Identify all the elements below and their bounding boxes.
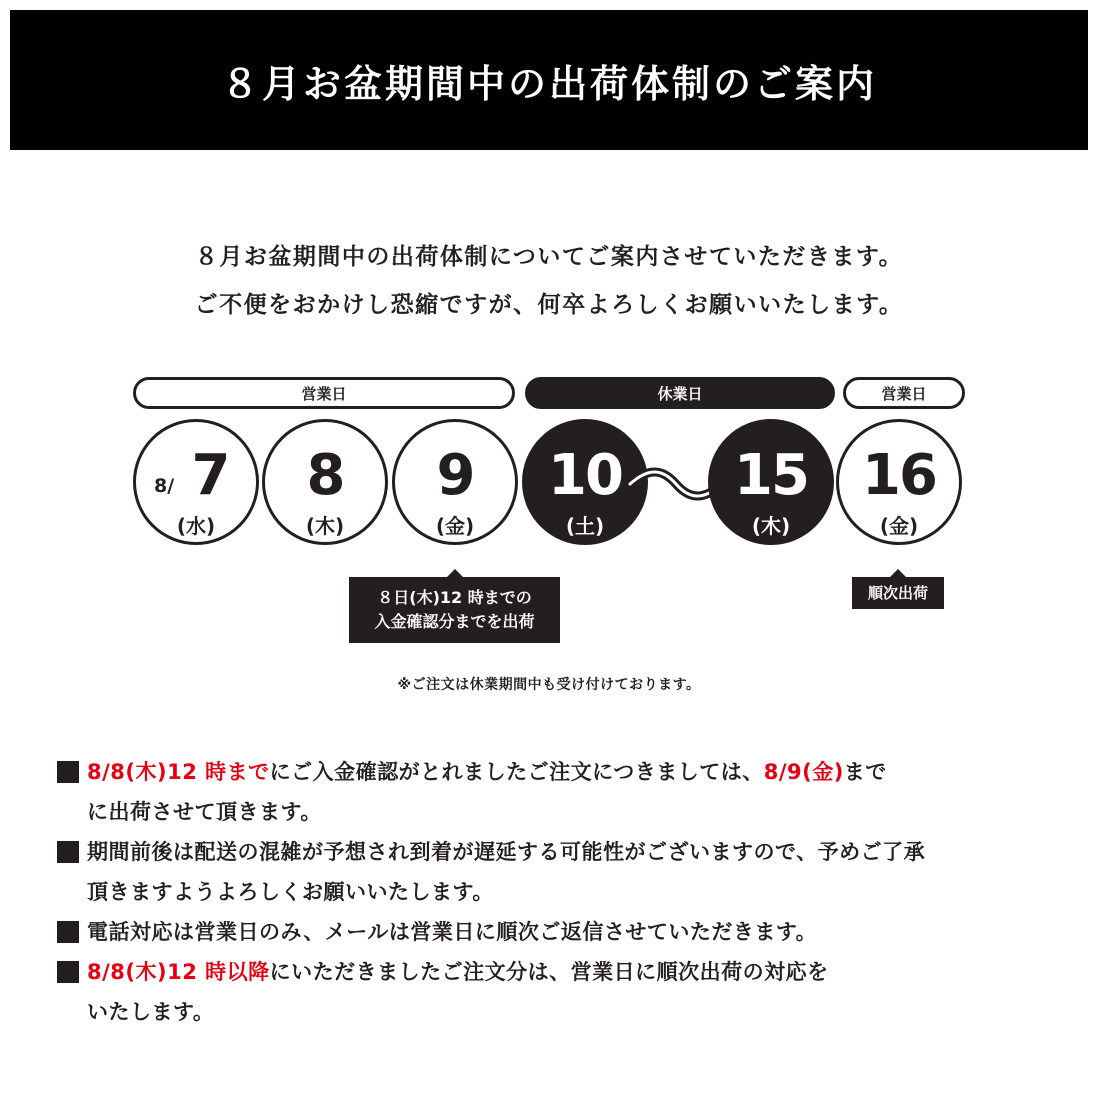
- notice-item: [57, 752, 1057, 832]
- notice-text: まで: [843, 760, 887, 784]
- bullet-square-icon: [57, 761, 79, 783]
- day-number: 8: [306, 443, 344, 508]
- callout-line-1: ８日(木)12 時までの: [377, 588, 532, 607]
- page-title: ８月お盆期間中の出荷体制のご案内: [220, 61, 877, 106]
- label-business-day-after: 営業日: [843, 377, 965, 409]
- callout-shipping-cutoff: [349, 577, 560, 643]
- notice-text: に出荷させて頂きます。: [87, 800, 322, 824]
- day-circle-7: [133, 419, 259, 545]
- notice-text: 電話対応は営業日のみ、メールは営業日に順次ご返信させていただきます。: [87, 920, 818, 944]
- bullet-square-icon: [57, 841, 79, 863]
- notice-item: [57, 912, 1057, 952]
- bullet-square-icon: [57, 921, 79, 943]
- notice-text: にいただきましたご注文分は、営業日に順次出荷の対応を: [269, 960, 829, 984]
- day-circle-9: [392, 419, 518, 545]
- notice-highlight: 8/8(木)12 時以降: [87, 960, 270, 984]
- notice-text: 頂きますようよろしくお願いいたします。: [87, 880, 494, 904]
- notice-item: [57, 832, 1057, 912]
- day-circle-16: [836, 419, 962, 545]
- intro-text: [0, 233, 1098, 329]
- day-weekday: (金): [879, 514, 919, 538]
- day-weekday: (土): [565, 514, 605, 538]
- order-note: ※ご注文は休業期間中も受け付けております。: [397, 677, 701, 693]
- notice-text: 期間前後は配送の混雑が予想され到着が遅延する可能性がございますので、予めご了承: [87, 840, 926, 864]
- notice-text: にご入金確認がとれましたご注文につきましては、: [269, 760, 764, 784]
- day-circle-15: [708, 419, 834, 545]
- day-number: 15: [734, 443, 808, 508]
- label-holiday: 休業日: [525, 377, 835, 409]
- callout-pointer: [890, 569, 906, 577]
- day-weekday: (木): [751, 514, 791, 538]
- month-prefix: 8/: [154, 475, 175, 497]
- bullet-square-icon: [57, 961, 79, 983]
- day-number: 9: [436, 443, 474, 508]
- day-weekday: (水): [176, 514, 216, 538]
- day-circle-8: [262, 419, 388, 545]
- callout-sequential-shipping: [852, 577, 944, 609]
- day-number: 16: [862, 443, 936, 508]
- day-weekday: (金): [435, 514, 475, 538]
- intro-line-1: ８月お盆期間中の出荷体制についてご案内させていただきます。: [194, 244, 904, 270]
- day-weekday: (木): [305, 514, 345, 538]
- label-business-day-before: 営業日: [133, 377, 515, 409]
- notice-item: [57, 952, 1057, 1032]
- notice-text: いたします。: [87, 1000, 215, 1024]
- intro-line-2: ご不便をおかけし恐縮ですが、何卒よろしくお願いいたします。: [194, 292, 904, 318]
- callout-text: 順次出荷: [867, 584, 928, 602]
- callout-line-2: 入金確認分までを出荷: [374, 612, 535, 631]
- notice-list: [57, 752, 1057, 1032]
- notice-highlight: 8/9(金): [763, 760, 844, 784]
- day-number: 7: [191, 443, 229, 508]
- day-number: 10: [548, 443, 622, 508]
- callout-pointer: [447, 569, 463, 577]
- notice-highlight: 8/8(木)12 時まで: [87, 760, 270, 784]
- page-title-banner: [10, 10, 1088, 150]
